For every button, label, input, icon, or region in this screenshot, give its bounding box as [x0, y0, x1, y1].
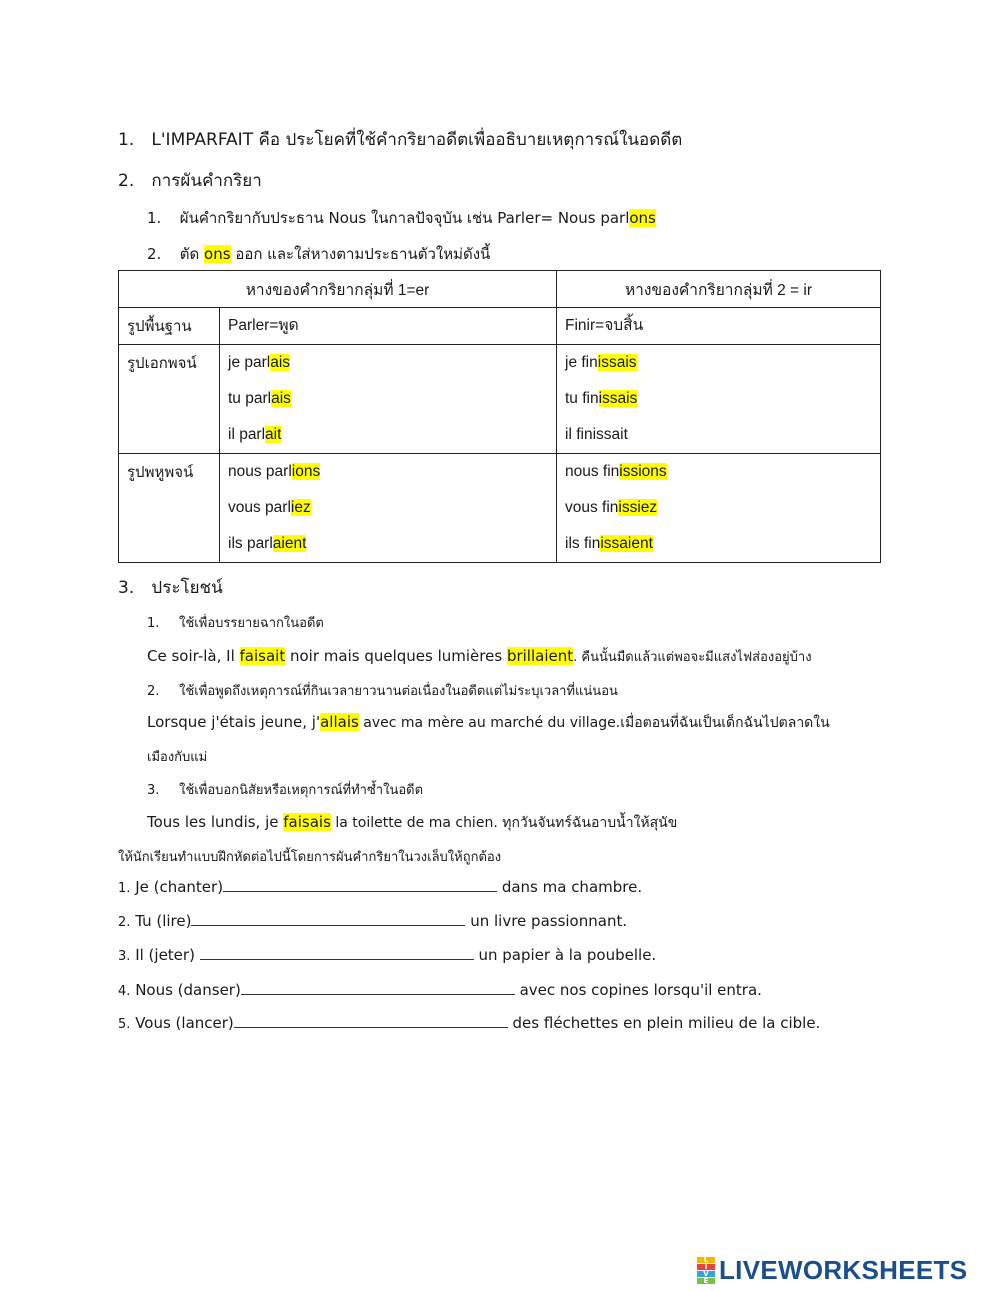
table-header-row: [119, 271, 881, 308]
conj-ending: issais: [598, 390, 638, 407]
use-1: [147, 612, 324, 633]
liveworksheets-logo-text: LIVEWORKSHEETS: [719, 1254, 968, 1285]
example-3: [147, 812, 677, 834]
section-1: [118, 126, 682, 153]
conj-cell: [565, 381, 872, 417]
conj-ending: ions: [291, 463, 321, 480]
example-1-text: Ce soir-là, Il: [147, 647, 240, 665]
conj-stem: ils fin: [565, 535, 601, 552]
use-2: [147, 680, 618, 701]
section-3-number: 3.: [118, 578, 135, 598]
exercise-item-4: [118, 980, 762, 999]
exercise-rest: dans ma chambre.: [497, 878, 643, 896]
conj-stem: nous fin: [565, 463, 620, 480]
conj-ending: ais: [271, 390, 291, 407]
step-1-highlight: ons: [629, 209, 656, 227]
example-3-verb: faisais: [283, 813, 331, 831]
exercise-prompt: Tu (lire): [135, 912, 192, 930]
header-group-1: หางของคำกริยากลุ่มที่ 1=er: [119, 271, 557, 308]
step-2-text-pre: ตัด: [179, 245, 205, 263]
conj-stem: je fin: [565, 354, 598, 371]
conj-stem: il parl: [228, 426, 266, 443]
exercise-prompt: Nous (danser): [135, 981, 241, 999]
conj-ending: ait: [265, 426, 282, 443]
exercise-item-5: [118, 1013, 820, 1032]
answer-blank-3[interactable]: [200, 945, 474, 960]
exercise-rest: un livre passionnant.: [465, 912, 628, 930]
use-3-title: ใช้เพื่อบอกนิสัยหรือเหตุการณ์ที่ทำซ้ำในอดีต: [179, 783, 424, 798]
conj-cell: [228, 454, 548, 490]
conj-cell: [228, 490, 548, 526]
row-label-singular: รูปเอกพจน์: [119, 345, 220, 454]
use-1-number: 1.: [147, 616, 160, 631]
example-2: [147, 712, 830, 734]
conj-cell: [228, 381, 548, 417]
exercise-item-2: [118, 911, 627, 930]
section-3-title: ประโยชน์: [151, 578, 223, 598]
conj-cell: [228, 417, 548, 453]
conj-ending: aient: [272, 535, 307, 552]
exercise-rest: avec nos copines lorsqu'il entra.: [514, 981, 762, 999]
answer-blank-4[interactable]: [241, 980, 515, 995]
use-3-number: 3.: [147, 783, 160, 798]
table-row-base: [119, 308, 881, 345]
use-3: [147, 779, 423, 800]
table-row-singular: [119, 345, 881, 454]
conjugation-table: [118, 270, 881, 563]
exercise-rest: un papier à la poubelle.: [473, 946, 657, 964]
conj-stem: nous parl: [228, 463, 292, 480]
use-2-number: 2.: [147, 684, 160, 699]
step-2-highlight: ons: [204, 245, 231, 263]
conj-stem: ils parl: [228, 535, 273, 552]
exercise-rest: des fléchettes en plein milieu de la cible.: [507, 1014, 821, 1032]
exercise-prompt: Vous (lancer): [135, 1014, 234, 1032]
exercise-number: 2.: [118, 915, 131, 930]
answer-blank-1[interactable]: [223, 877, 497, 892]
conj-stem: je parl: [228, 354, 271, 371]
conj-ending: ais: [270, 354, 291, 371]
example-2-text: Lorsque j'étais jeune, j': [147, 713, 321, 731]
example-3-text: la toilette de ma chien. ทุกวันจันทร์ฉันอาบน้ำให้สุนัข: [330, 815, 678, 831]
conj-ending: issions: [619, 463, 667, 480]
base-ir: Finir=จบสิ้น: [565, 317, 644, 334]
use-2-title: ใช้เพื่อพูดถึงเหตุการณ์ที่กินเวลายาวนานต่อเนื่องในอดีตแต่ไม่ระบุเวลาที่แน่นอน: [179, 684, 618, 699]
example-2-text: avec ma mère au marché du village.เมื่อตอนที่ฉันเป็นเด็กฉันไปตลาดใน: [358, 715, 830, 731]
answer-blank-5[interactable]: [234, 1013, 508, 1028]
conj-ending: issaient: [600, 535, 653, 552]
conj-stem: tu parl: [228, 390, 272, 407]
example-1: [147, 646, 812, 667]
exercise-prompt: Il (jeter): [135, 946, 200, 964]
exercise-number: 4.: [118, 984, 131, 999]
header-group-2: หางของคำกริยากลุ่มที่ 2 = ir: [557, 271, 881, 308]
liveworksheets-logo: [697, 1255, 967, 1285]
step-2-number: 2.: [147, 245, 162, 263]
step-1-number: 1.: [147, 209, 162, 227]
use-1-title: ใช้เพื่อบรรยายฉากในอดีต: [179, 616, 324, 631]
step-2-text-post: ออก และใส่หางตามประธานตัวใหม่ดังนี้: [230, 245, 491, 263]
exercise-instruction: ให้นักเรียนทำแบบฝึกหัดต่อไปนี้โดยการผันคำกริยาในวงเล็บให้ถูกต้อง: [118, 850, 502, 865]
liveworksheets-logo-icon: L I V E: [697, 1257, 715, 1283]
section-2-number: 2.: [118, 171, 135, 191]
conj-cell: [228, 526, 548, 562]
step-1-text: ผันคำกริยากับประธาน Nous ในกาลปัจจุบัน เช่น Parler= Nous parl: [179, 209, 630, 227]
conj-ending: issais: [597, 354, 637, 371]
example-1-text: noir mais quelques lumières: [285, 647, 507, 665]
exercise-number: 3.: [118, 949, 131, 964]
exercise-item-3: [118, 945, 656, 964]
example-2-continuation: เมืองกับแม่: [147, 750, 208, 765]
conj-cell: [565, 526, 872, 562]
conj-stem: vous fin: [565, 499, 619, 516]
conj-stem: vous parl: [228, 499, 291, 516]
example-1-verb-2: brillaient: [506, 647, 574, 665]
section-3-heading: [118, 574, 223, 601]
section-2-step-2: [147, 242, 490, 266]
conj-cell: [565, 454, 872, 490]
conj-stem: il finissait: [565, 426, 628, 443]
conj-stem: tu fin: [565, 390, 599, 407]
section-2-step-1: [147, 206, 656, 230]
example-1-verb-1: faisait: [239, 647, 286, 665]
row-label-base: รูปพื้นฐาน: [119, 308, 220, 345]
conj-cell: [565, 345, 872, 381]
exercise-item-1: [118, 877, 642, 896]
section-1-text: L'IMPARFAIT คือ ประโยคที่ใช้คำกริยาอดีตเพื่ออธิบายเหตุการณ์ในอดดีต: [151, 130, 683, 150]
answer-blank-2[interactable]: [191, 911, 465, 926]
row-label-plural: รูปพหูพจน์: [119, 454, 220, 563]
exercise-number: 1.: [118, 881, 131, 896]
section-1-number: 1.: [118, 130, 135, 150]
example-1-translation: . คืนนั้นมืดแล้วแต่พอจะมีแสงไฟส่องอยู่บ้าง: [573, 650, 812, 665]
exercise-prompt: Je (chanter): [135, 878, 224, 896]
conj-ending: issiez: [618, 499, 658, 516]
section-2-heading: [118, 167, 262, 194]
exercise-number: 5.: [118, 1017, 131, 1032]
table-row-plural: [119, 454, 881, 563]
conj-ending: iez: [290, 499, 311, 516]
conj-cell: [228, 345, 548, 381]
example-3-text: Tous les lundis, je: [147, 813, 284, 831]
section-2-title: การผันคำกริยา: [151, 171, 262, 191]
base-er: Parler=พูด: [228, 317, 299, 334]
example-2-verb: allais: [320, 713, 359, 731]
conj-cell: [565, 490, 872, 526]
conj-cell: [565, 417, 872, 453]
